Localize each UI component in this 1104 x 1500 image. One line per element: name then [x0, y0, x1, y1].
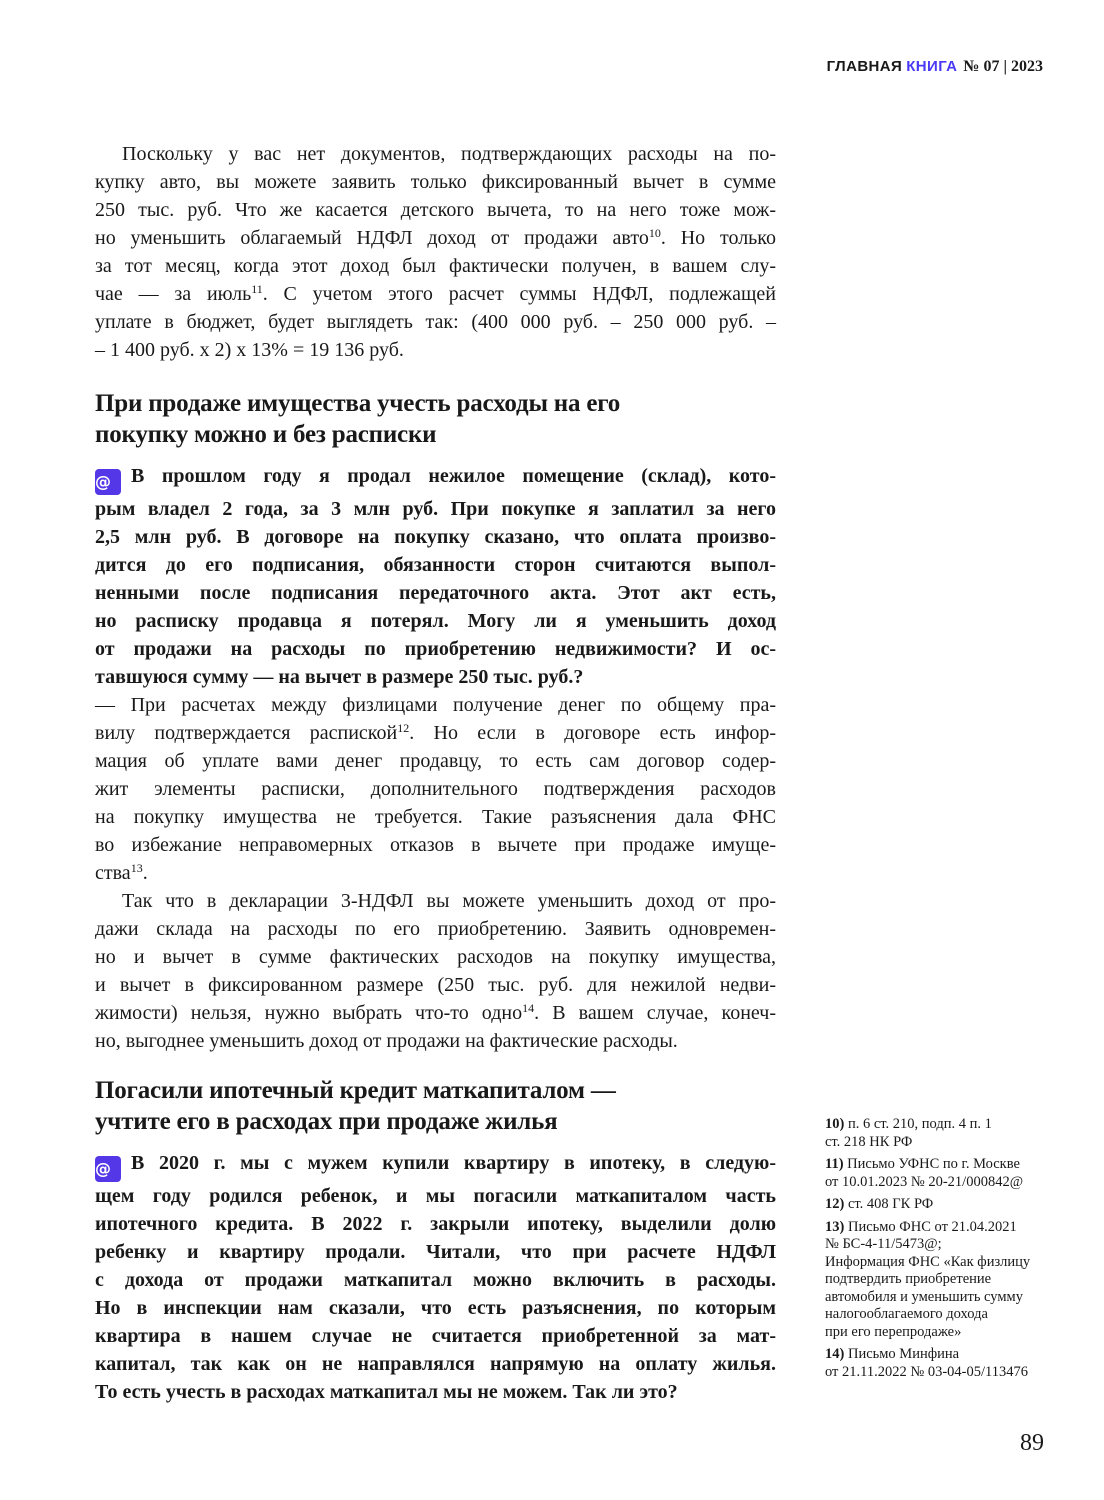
footnote-reference: 11	[251, 282, 263, 296]
text-line: при его перепродаже»	[825, 1323, 962, 1340]
footnote-10	[825, 1116, 1047, 1151]
text-line: квартира в нашем случае не считается приобретенной за мат-	[95, 1325, 776, 1347]
section-1-title	[95, 388, 776, 450]
text-line: ст. 218 НК РФ	[825, 1133, 913, 1150]
text-line: Поскольку у вас нет документов, подтверждающих расходы на по-	[122, 143, 776, 165]
text-line: на покупку имущества не требуется. Такие разъяснения дала ФНС	[95, 806, 776, 828]
footnote-reference: 10	[648, 226, 661, 240]
text-line: @ В 2020 г. мы с мужем купили квартиру в ипотеку, в следую-	[95, 1149, 776, 1182]
text-line: но, выгоднее уменьшить доход от продажи на фактические расходы.	[95, 1030, 678, 1052]
text-line: с дохода от продажи маткапитал можно включить в расходы.	[95, 1269, 776, 1291]
section-1-reader-question	[95, 462, 776, 691]
text-line: 12) ст. 408 ГК РФ	[825, 1196, 934, 1212]
footnote-reference: 12	[397, 721, 410, 735]
text-line: купку авто, вы можете заявить только фиксированный вычет в сумме	[95, 171, 776, 193]
text-line: — При расчетах между физлицами получение денег по общему пра-	[95, 694, 776, 716]
text-line: То есть учесть в расходах маткапитал мы не можем. Так ли это?	[95, 1381, 678, 1403]
text-line: вилу подтверждается распиской$^{12}$. Но если в договоре есть инфор-	[95, 721, 777, 744]
footnote-number: 12)	[825, 1196, 845, 1212]
text-line: но уменьшить облагаемый НДФЛ доход от продажи авто$^{10}$. Но только	[95, 226, 776, 249]
footnotes-sidebar	[825, 1116, 1047, 1386]
intro-paragraph	[95, 140, 776, 364]
text-line: Погасили ипотечный кредит маткапиталом —	[95, 1077, 616, 1104]
text-line: ства$^{13}$.	[95, 861, 148, 884]
text-line: но расписку продавца я потерял. Могу ли я уменьшить доход	[95, 610, 776, 632]
footnote-number: 13)	[825, 1218, 845, 1235]
text-line: ненными после подписания передаточного акта. Этот акт есть,	[95, 582, 776, 604]
text-line: рым владел 2 года, за 3 млн руб. При покупке я заплатил за него	[95, 498, 776, 520]
text-line: во избежание неправомерных отказов в вычете при продаже имуще-	[95, 834, 776, 856]
text-line: покупку можно и без расписки	[95, 421, 437, 448]
footnote-11	[825, 1156, 1047, 1191]
text-line: ребенку и квартиру продали. Читали, что при расчете НДФЛ	[95, 1241, 776, 1263]
section-2-title	[95, 1075, 776, 1137]
text-line: автомобиля и уменьшить сумму	[825, 1288, 1023, 1305]
magazine-header	[827, 58, 1043, 76]
footnote-13	[825, 1219, 1047, 1342]
text-line: от 21.11.2022 № 03-04-05/113476	[825, 1363, 1028, 1380]
text-line: 250 тыс. руб. Что же касается детского вычета, то на него тоже мож-	[95, 199, 776, 221]
text-line: чае — за июль$^{11}$. С учетом этого расчет суммы НДФЛ, подлежащей	[95, 282, 776, 305]
text-line: жит элементы расписки, дополнительного подтверждения расходов	[95, 778, 776, 800]
text-line: но и вычет в сумме фактических расходов на покупку имущества,	[95, 946, 776, 968]
text-line: тавшуюся сумму — на вычет в размере 250 тыс. руб.?	[95, 666, 584, 688]
footnote-number: 10)	[825, 1116, 845, 1132]
footnote-number: 11)	[825, 1156, 844, 1172]
reader-question-at-icon: @	[95, 469, 121, 495]
magazine-name-part2: КНИГА	[906, 58, 958, 75]
text-line: и вычет в фиксированном размере (250 тыс. руб. для нежилой недви-	[95, 974, 776, 996]
footnote-14	[825, 1346, 1047, 1381]
text-line: – 1 400 руб. х 2) х 13% = 19 136 руб.	[95, 339, 404, 361]
footnote-reference: 14	[522, 1001, 535, 1015]
text-line: Но в инспекции нам сказали, что есть разъяснения, по которым	[95, 1297, 776, 1319]
section-2-reader-question	[95, 1149, 776, 1406]
text-line: ипотечного кредита. В 2022 г. закрыли ипотеку, выделили долю	[95, 1213, 776, 1235]
section-1-answer-paragraph-1	[95, 691, 776, 887]
text-line: 11) Письмо УФНС по г. Москве	[825, 1156, 1020, 1172]
text-line: 14) Письмо Минфина	[825, 1346, 960, 1362]
magazine-name-part1: ГЛАВНАЯ	[826, 58, 903, 75]
text-line: учтите его в расходах при продаже жилья	[95, 1108, 558, 1135]
text-line: налогооблагаемого дохода	[825, 1306, 988, 1322]
text-line: подтвердить приобретение	[825, 1271, 992, 1287]
text-line: Информация ФНС «Как физлицу	[825, 1253, 1031, 1270]
text-line: щем году родился ребенок, и мы погасили маткапиталом часть	[95, 1185, 776, 1207]
text-line: капитал, так как он не направлялся напрямую на оплату жилья.	[95, 1353, 776, 1375]
text-line: 2,5 млн руб. В договоре на покупку сказано, что оплата произво-	[95, 526, 776, 548]
text-line: № БС-4-11/5473@;	[825, 1236, 942, 1252]
footnote-number: 14)	[825, 1346, 845, 1362]
text-line: 13) Письмо ФНС от 21.04.2021	[825, 1218, 1017, 1235]
text-line: Так что в декларации 3-НДФЛ вы можете уменьшить доход от про-	[122, 890, 776, 912]
footnote-12	[825, 1196, 1047, 1214]
page-number: 89	[1020, 1430, 1044, 1456]
footnote-reference: 13	[130, 861, 143, 875]
text-line: уплате в бюджет, будет выглядеть так: (400 000 руб. – 250 000 руб. –	[95, 311, 776, 333]
text-line: от продажи на расходы по приобретению недвижимости? И ос-	[95, 638, 776, 660]
text-line: от 10.01.2023 № 20-21/000842@	[825, 1173, 1024, 1190]
text-line: мация об уплате вами денег продавцу, то есть сам договор содер-	[95, 750, 776, 772]
text-line: @ В прошлом году я продал нежилое помещение (склад), кото-	[95, 462, 776, 495]
article-body	[95, 140, 776, 1406]
reader-question-at-icon: @	[95, 1156, 121, 1182]
issue-number: № 07 | 2023	[963, 58, 1043, 75]
text-line: 10) п. 6 ст. 210, подп. 4 п. 1	[825, 1116, 992, 1132]
text-line: жимости) нельзя, нужно выбрать что-то одно$^{14}$. В вашем случае, конеч-	[95, 1001, 776, 1024]
text-line: При продаже имущества учесть расходы на его	[95, 390, 621, 417]
section-1-answer-paragraph-2	[95, 887, 776, 1055]
text-line: дится до его подписания, обязанности сторон считаются выпол-	[95, 554, 776, 576]
text-line: за тот месяц, когда этот доход был фактически получен, в вашем слу-	[95, 255, 776, 277]
text-line: дажи склада на расходы по его приобретению. Заявить одновремен-	[95, 918, 776, 940]
